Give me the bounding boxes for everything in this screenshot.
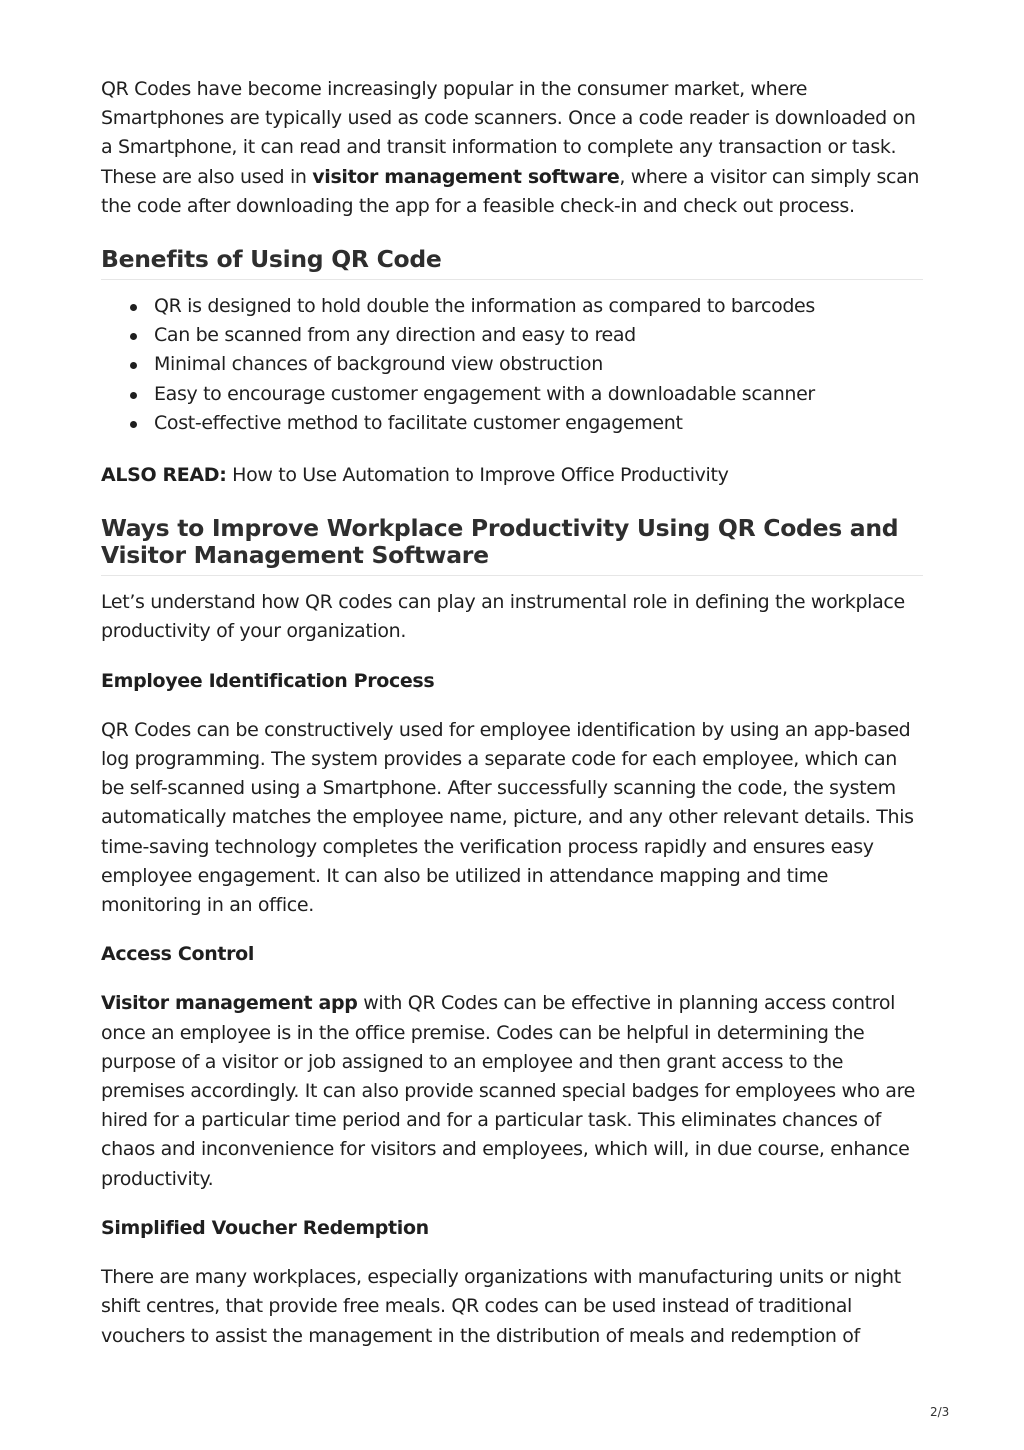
employee-id-heading: Employee Identification Process: [101, 669, 435, 692]
bullet-icon: [130, 304, 137, 311]
benefits-heading: Benefits of Using QR Code: [101, 246, 923, 280]
bullet-icon: [130, 362, 137, 369]
list-item-text: Easy to encourage customer engagement with a downloadable scanner: [154, 382, 815, 405]
also-read: [101, 461, 923, 490]
intro-paragraph: [101, 75, 923, 221]
list-item: [101, 350, 923, 379]
visitor-management-software-link[interactable]: visitor management software: [312, 165, 620, 188]
list-item-text: Can be scanned from any direction and easy to read: [154, 324, 636, 347]
intro-text-after: , where a visitor can simply scan the code after downloading the app for a feasible check-in and check out process.: [101, 165, 920, 217]
bullet-icon: [130, 392, 137, 399]
intro-text-before: QR Codes have become increasingly popular in the consumer market, where Smartphones are typically used as code scanners. Once a code reader is downloaded on a Smartphone, it can read and transit information to complete any transaction or task. These are also used in: [101, 78, 916, 188]
also-read-link[interactable]: How to Use Automation to Improve Office Productivity: [226, 464, 729, 487]
ways-intro: Let’s understand how QR codes can play an instrumental role in defining the workplace productivity of your organization.: [101, 591, 905, 643]
list-item: [101, 292, 923, 321]
voucher-text: There are many workplaces, especially organizations with manufacturing units or night shift centres, that provide free meals. QR codes can be used instead of traditional vouchers to assist the management in the distribution of meals and redemption of: [101, 1266, 901, 1347]
list-item: [101, 321, 923, 350]
list-item-text: Cost-effective method to facilitate customer engagement: [154, 411, 683, 434]
page-number: 2/3: [930, 1405, 950, 1419]
access-control-text: with QR Codes can be effective in planning access control once an employee is in the office premise. Codes can be helpful in determining the purpose of a visitor or job assigned to an employee and then grant access to the premises accordingly. It can also provide scanned special badges for employees who are hired for a particular time period and for a particular task. This eliminates chances of chaos and inconvenience for visitors and employees, which will, in due course, enhance productivity.: [101, 992, 915, 1190]
voucher-heading: Simplified Voucher Redemption: [101, 1216, 429, 1239]
bullet-icon: [130, 421, 137, 428]
access-control-paragraph: [101, 989, 923, 1193]
access-control-heading: Access Control: [101, 943, 254, 966]
ways-heading: Ways to Improve Workplace Productivity Using QR Codes and Visitor Management Software: [101, 515, 923, 576]
employee-id-text: QR Codes can be constructively used for employee identification by using an app-based log programming. The system provides a separate code for each employee, which can be self-scanned using a Smartphone. After successfully scanning the code, the system automatically matches the employee name, picture, and any other relevant details. This time-saving technology completes the verification process rapidly and ensures easy employee engagement. It can also be utilized in attendance mapping and time monitoring in an office.: [101, 718, 914, 917]
benefits-list: [101, 292, 923, 438]
list-item-text: QR is designed to hold double the information as compared to barcodes: [154, 295, 815, 318]
list-item: [101, 380, 923, 409]
bullet-icon: [130, 333, 137, 340]
document-page: [101, 75, 923, 1351]
list-item-text: Minimal chances of background view obstruction: [154, 353, 603, 376]
visitor-management-app-link[interactable]: Visitor management app: [101, 992, 358, 1015]
also-read-label: ALSO READ:: [101, 464, 227, 487]
list-item: [101, 409, 923, 438]
